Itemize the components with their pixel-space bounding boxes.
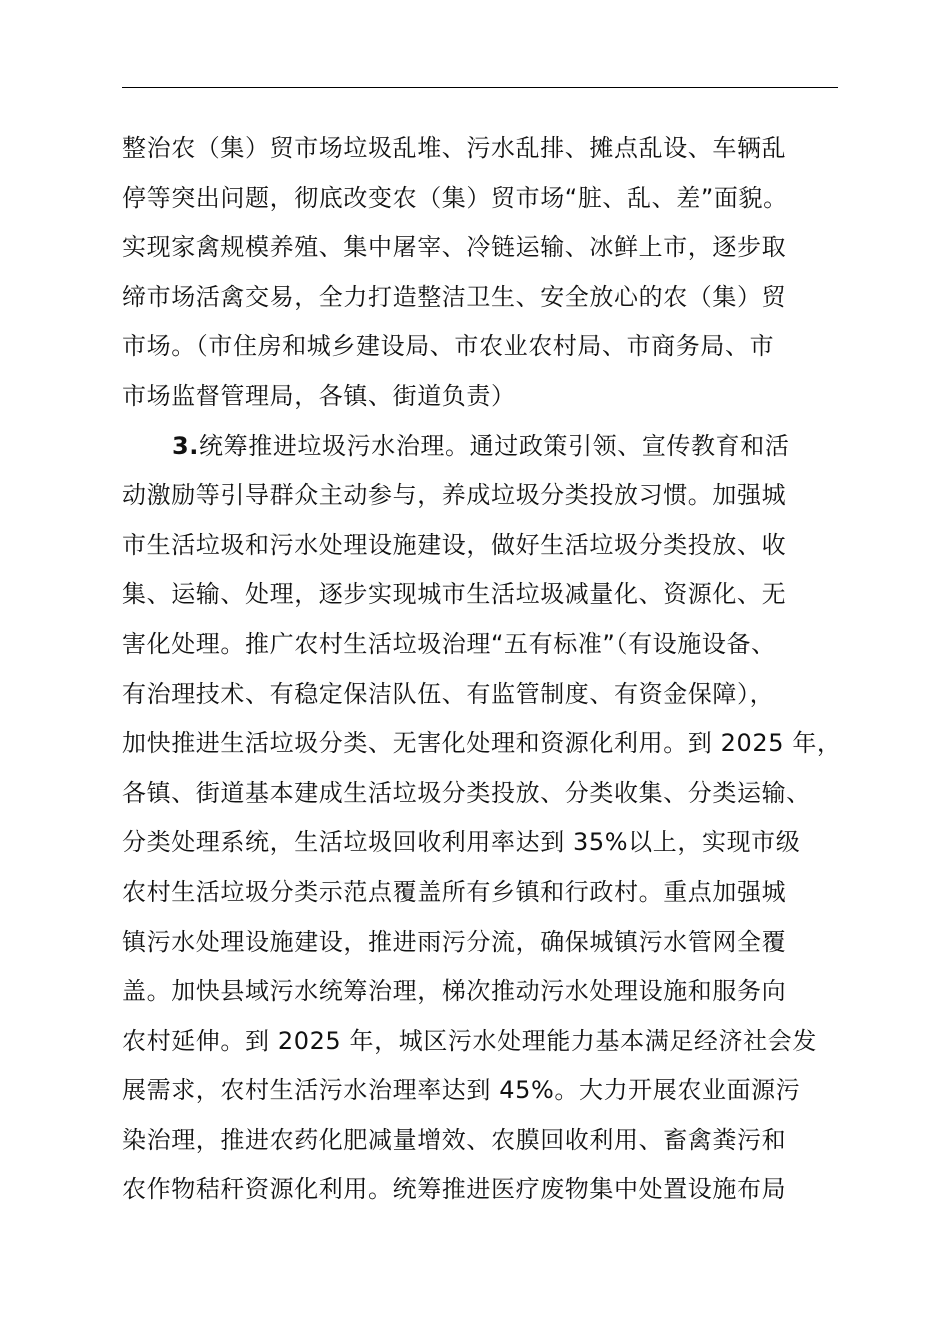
text-line: 有治理技术、有稳定保洁队伍、有监管制度、有资金保障），	[122, 679, 775, 708]
header-rule	[122, 87, 838, 88]
text-line: 农作物秸秆资源化利用。统筹推进医疗废物集中处置设施布局	[122, 1175, 787, 1204]
paragraph-first-line	[122, 422, 862, 472]
text-line: 市场。（市住房和城乡建设局、市农业农村局、市商务局、市	[122, 332, 775, 361]
text-line: 缔市场活禽交易，全力打造整洁卫生、安全放心的农（集）贸	[122, 282, 787, 311]
text-line: 农村延伸。到 2025 年，城区污水处理能力基本满足经济社会发	[122, 1026, 817, 1055]
text-line: 盖。加快县域污水统筹治理，梯次推动污水处理设施和服务向	[122, 977, 787, 1006]
item-number: 3.	[172, 431, 200, 460]
document-body	[122, 124, 862, 1215]
text-line: 停等突出问题，彻底改变农（集）贸市场“脏、乱、差”面貌。	[122, 183, 788, 212]
text-line: 害化处理。推广农村生活垃圾治理“五有标准”（有设施设备、	[122, 629, 776, 658]
text-line: 动激励等引导群众主动参与，养成垃圾分类投放习惯。加强城	[122, 481, 787, 510]
text-line: 实现家禽规模养殖、集中屠宰、冷链运输、冰鲜上市，逐步取	[122, 233, 787, 262]
text-line: 市生活垃圾和污水处理设施建设，做好生活垃圾分类投放、收	[122, 530, 787, 559]
text-line: 染治理，推进农药化肥减量增效、农膜回收利用、畜禽粪污和	[122, 1125, 787, 1154]
text-line: 农村生活垃圾分类示范点覆盖所有乡镇和行政村。重点加强城	[122, 877, 787, 906]
text-line: 集、运输、处理，逐步实现城市生活垃圾减量化、资源化、无	[122, 580, 787, 609]
text-line: 市场监督管理局，各镇、街道负责）	[122, 381, 516, 410]
text-line: 镇污水处理设施建设，推进雨污分流，确保城镇污水管网全覆	[122, 927, 787, 956]
text-line: 分类处理系统，生活垃圾回收利用率达到 35%以上，实现市级	[122, 828, 801, 857]
text-line: 各镇、街道基本建成生活垃圾分类投放、分类收集、分类运输、	[122, 778, 811, 807]
item-heading-text: 统筹推进垃圾污水治理。通过政策引领、宣传教育和活	[199, 431, 790, 460]
text-line: 整治农（集）贸市场垃圾乱堆、污水乱排、摊点乱设、车辆乱	[122, 134, 787, 162]
text-line: 展需求，农村生活污水治理率达到 45%。大力开展农业面源污	[122, 1076, 801, 1105]
paragraph-market-rectification	[122, 124, 862, 422]
paragraph-waste-sewage	[122, 422, 862, 1216]
text-line: 加快推进生活垃圾分类、无害化处理和资源化利用。到 2025 年，	[122, 729, 842, 758]
